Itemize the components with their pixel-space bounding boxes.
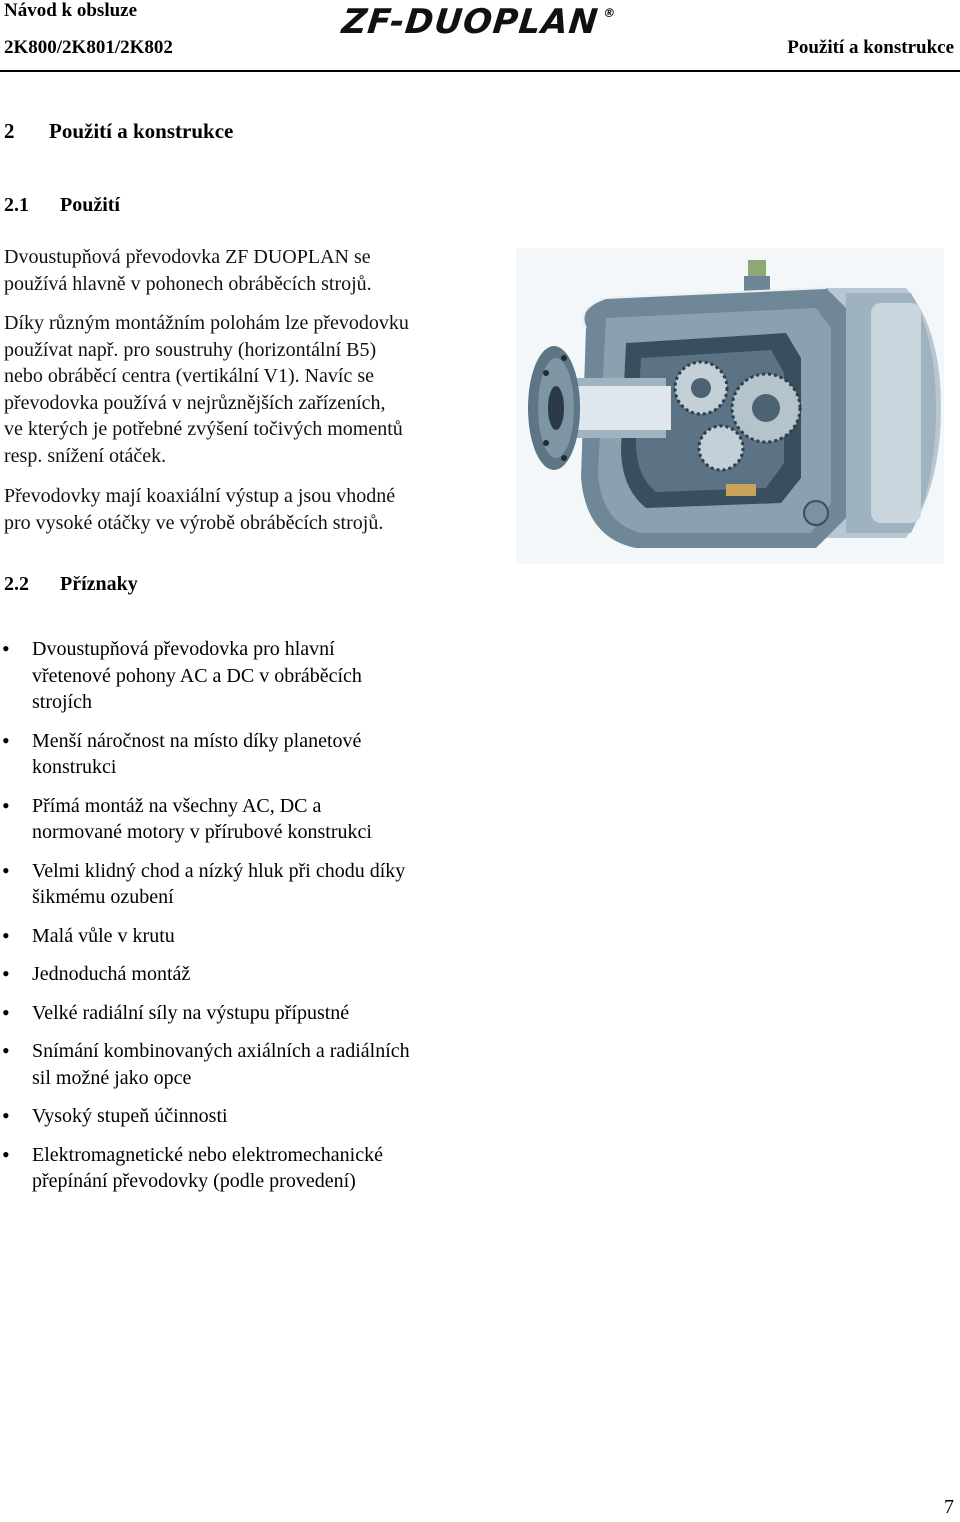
list-item-line: Elektromagnetické nebo elektromechanické bbox=[32, 1143, 383, 1166]
text-line: převodovka používá v nejrůznějších zařízeních, bbox=[4, 391, 386, 414]
text-line: resp. snížení otáček. bbox=[4, 444, 167, 467]
gearbox-cutaway-image bbox=[516, 248, 944, 564]
chapter-number: 2 bbox=[4, 119, 15, 143]
bullet-glyph: • bbox=[2, 999, 10, 1025]
list-item-line: Jednoduchá montáž bbox=[32, 963, 191, 985]
brand-logo-text: ZF-DUOPLAN bbox=[339, 2, 601, 42]
list-item bbox=[0, 961, 470, 988]
paragraph-1 bbox=[4, 244, 504, 297]
page-number: 7 bbox=[944, 1496, 954, 1518]
paragraph-3 bbox=[4, 483, 504, 536]
text-line: nebo obráběcí centra (vertikální V1). Navíc se bbox=[4, 365, 375, 387]
list-item bbox=[0, 793, 470, 846]
list-item-line: šikmému ozubení bbox=[32, 886, 174, 908]
gearbox-illustration bbox=[516, 248, 944, 564]
list-item bbox=[0, 1142, 470, 1195]
list-item-line: Přímá montáž na všechny AC, DC a bbox=[32, 794, 322, 817]
paragraph-2 bbox=[4, 310, 504, 469]
text-line: ve kterých je potřebné zvýšení točivých momentů bbox=[4, 418, 403, 440]
list-item-line: Snímání kombinovaných axiálních a radiálních bbox=[32, 1040, 410, 1062]
header-section: Použití a konstrukce bbox=[787, 37, 954, 58]
registered-mark: ® bbox=[602, 6, 618, 20]
list-item bbox=[0, 728, 470, 781]
text-line: Díky různým montážním polohám lze převodovku bbox=[4, 312, 409, 334]
list-item bbox=[0, 1000, 470, 1027]
section-2-2-number: 2.2 bbox=[4, 573, 29, 595]
bullet-glyph: • bbox=[2, 636, 10, 661]
bullet-glyph: • bbox=[2, 1141, 10, 1167]
list-item-line: strojích bbox=[32, 691, 92, 713]
bullet-glyph: • bbox=[2, 857, 10, 883]
list-item-line: Malá vůle v krutu bbox=[32, 924, 175, 947]
section-2-1-heading bbox=[4, 194, 120, 217]
bullet-glyph: • bbox=[2, 1103, 10, 1128]
section-2-2-heading bbox=[4, 573, 138, 596]
list-item bbox=[0, 1103, 470, 1130]
list-item-line: Velmi klidný chod a nízký hluk při chodu díky bbox=[32, 859, 406, 882]
section-2-2-title: Příznaky bbox=[60, 573, 138, 595]
list-item-line: Dvoustupňová převodovka pro hlavní bbox=[32, 638, 335, 660]
list-item bbox=[0, 1038, 470, 1091]
text-line: používá hlavně v pohonech obráběcích strojů. bbox=[4, 272, 372, 295]
features-list bbox=[0, 636, 470, 1207]
section-2-1-title: Použití bbox=[60, 194, 120, 216]
bullet-glyph: • bbox=[2, 727, 10, 753]
text-line: používat např. pro soustruhy (horizontální B5) bbox=[4, 338, 377, 361]
bullet-glyph: • bbox=[2, 922, 10, 948]
header-rule bbox=[0, 70, 960, 72]
list-item-line: přepínání převodovky (podle provedení) bbox=[32, 1170, 356, 1192]
text-line: pro vysoké otáčky ve výrobě obráběcích strojů. bbox=[4, 511, 384, 534]
list-item-line: normované motory v přírubové konstrukci bbox=[32, 821, 372, 843]
list-item-line: vřetenové pohony AC a DC v obráběcích bbox=[32, 664, 362, 687]
bullet-glyph: • bbox=[2, 1038, 10, 1063]
bullet-glyph: • bbox=[2, 961, 10, 986]
header-models: 2K800/2K801/2K802 bbox=[4, 37, 173, 58]
text-line: Převodovky mají koaxiální výstup a jsou vhodné bbox=[4, 485, 396, 507]
list-item-line: Vysoký stupeň účinnosti bbox=[32, 1105, 228, 1127]
text-line: Dvoustupňová převodovka ZF DUOPLAN se bbox=[4, 246, 371, 268]
list-item-line: Velké radiální síly na výstupu přípustné bbox=[32, 1001, 350, 1024]
list-item-line: konstrukci bbox=[32, 756, 117, 778]
list-item bbox=[0, 923, 470, 950]
brand-logo bbox=[340, 2, 618, 42]
section-2-1-number: 2.1 bbox=[4, 194, 29, 216]
list-item-line: sil možné jako opce bbox=[32, 1066, 192, 1089]
header-doc-type: Návod k obsluze bbox=[4, 0, 138, 21]
list-item bbox=[0, 858, 470, 911]
bullet-glyph: • bbox=[2, 792, 10, 818]
chapter-title: Použití a konstrukce bbox=[49, 119, 234, 143]
list-item bbox=[0, 636, 470, 716]
chapter-heading bbox=[4, 119, 233, 144]
list-item-line: Menší náročnost na místo díky planetové bbox=[32, 729, 362, 752]
